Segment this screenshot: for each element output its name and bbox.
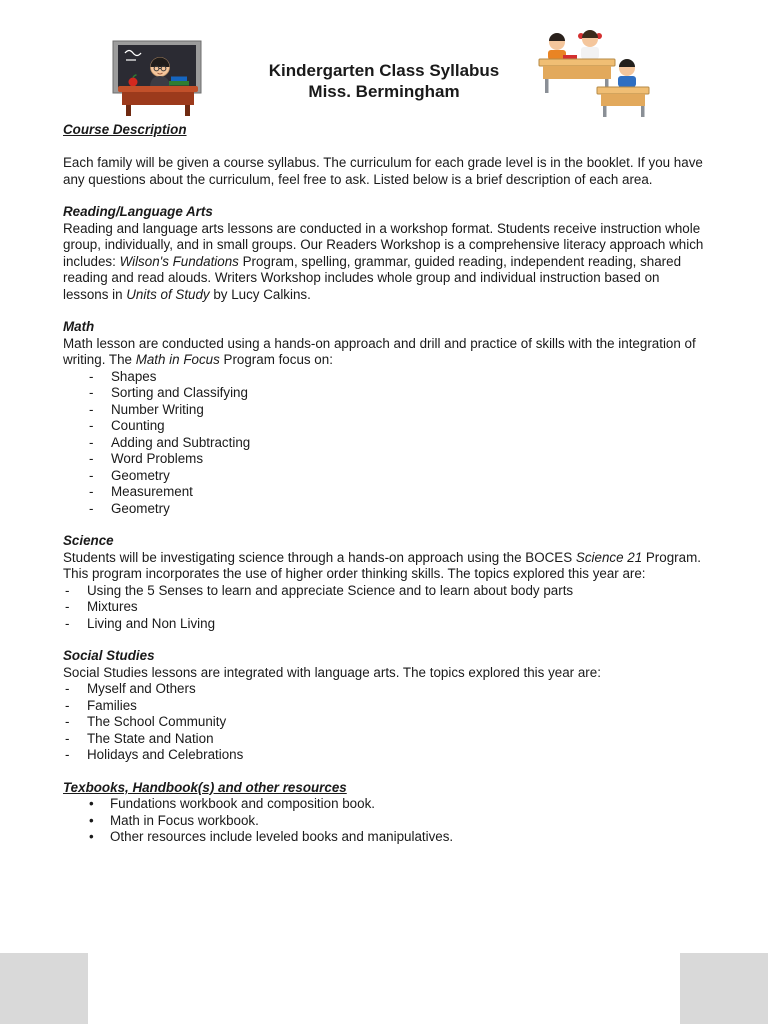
- list-item: [89, 369, 706, 386]
- document-subtitle: Miss. Bermingham: [308, 82, 460, 101]
- list-item: [89, 435, 706, 452]
- course-description-heading: Course Description: [63, 122, 187, 137]
- dash-marker: -: [89, 418, 94, 433]
- list-item-label: Measurement: [111, 484, 193, 499]
- list-item: [89, 468, 706, 485]
- dash-marker: -: [65, 582, 70, 598]
- section-math: [63, 319, 706, 517]
- dash-marker: -: [89, 451, 94, 466]
- list-item: [89, 451, 706, 468]
- dash-marker: -: [89, 368, 94, 384]
- list-item-label: Other resources include leveled books and manipulatives.: [110, 829, 454, 844]
- dash-marker: -: [65, 681, 70, 696]
- section-course-description: [63, 122, 706, 188]
- science-paragraph: Students will be investigating science through a hands-on approach using the BOCES Science 21 Program. This program incorporates the use of higher order thinking skills. The topics explored this year are:: [63, 549, 701, 581]
- dash-marker: -: [65, 615, 70, 631]
- science-heading: Science: [63, 533, 114, 548]
- section-textbooks: [63, 780, 706, 846]
- list-item-label: Holidays and Celebrations: [87, 747, 244, 762]
- social-studies-heading: Social Studies: [63, 648, 155, 663]
- list-item-label: The State and Nation: [87, 730, 214, 746]
- dash-marker: -: [89, 434, 94, 450]
- list-item: [65, 681, 706, 698]
- list-item-label: Counting: [111, 418, 165, 433]
- list-item-label: Mixtures: [87, 599, 138, 614]
- list-item: [89, 813, 706, 830]
- list-item: [65, 583, 706, 600]
- teacher-clipart: [112, 40, 208, 118]
- list-item-label: The School Community: [87, 714, 227, 729]
- dash-marker: -: [65, 714, 70, 729]
- dash-marker: -: [89, 484, 94, 499]
- social-studies-paragraph: Social Studies lessons are integrated with language arts. The topics explored this year are:: [63, 664, 601, 680]
- section-social-studies: [63, 648, 706, 764]
- document-title: Kindergarten Class Syllabus: [268, 61, 500, 80]
- list-item-label: Families: [87, 697, 137, 713]
- bullet-marker: •: [89, 796, 94, 811]
- viewer-gutter: [0, 953, 768, 1024]
- list-item: [65, 731, 706, 748]
- list-item-label: Sorting and Classifying: [111, 385, 248, 400]
- list-item-label: Math in Focus workbook.: [110, 812, 259, 828]
- dash-marker: -: [65, 697, 70, 713]
- list-item: [89, 829, 706, 846]
- dash-marker: -: [65, 730, 70, 746]
- textbooks-list: [63, 796, 706, 846]
- list-item-label: Shapes: [111, 368, 157, 384]
- reading-paragraph: Reading and language arts lessons are conducted in a workshop format. Students receive instruction whole group, individually, and in small groups. Our Readers Workshop is a comprehensive literacy approach which includes: Wilson's Fundations Program, spelling, grammar, guided reading, independent reading, shared reading and read alouds. Writers Workshop includes whole group and individual instruction based on lessons in Units of Study by Lucy Calkins.: [63, 220, 704, 302]
- list-item: [89, 484, 706, 501]
- list-item-label: Number Writing: [111, 401, 204, 417]
- social-studies-topics-list: [63, 681, 706, 764]
- reading-heading: Reading/Language Arts: [63, 204, 213, 219]
- document-body: [63, 122, 706, 846]
- dash-marker: -: [89, 385, 94, 400]
- bullet-marker: •: [89, 812, 94, 828]
- science-topics-list: [63, 583, 706, 633]
- list-item: [89, 418, 706, 435]
- list-item-label: Fundations workbook and composition book.: [110, 796, 375, 811]
- dash-marker: -: [65, 747, 70, 762]
- section-science: [63, 533, 706, 632]
- math-heading: Math: [63, 319, 95, 334]
- list-item-label: Using the 5 Senses to learn and appreciate Science and to learn about body parts: [87, 582, 574, 598]
- list-item: [65, 714, 706, 731]
- list-item-label: Word Problems: [111, 451, 204, 466]
- list-item-label: Living and Non Living: [87, 615, 216, 631]
- math-topics-list: [63, 369, 706, 518]
- list-item: [65, 698, 706, 715]
- list-item: [89, 402, 706, 419]
- list-item: [89, 796, 706, 813]
- list-item: [65, 747, 706, 764]
- section-reading-language-arts: [63, 204, 706, 303]
- list-item: [65, 599, 706, 616]
- list-item: [89, 385, 706, 402]
- dash-marker: -: [65, 599, 70, 614]
- students-clipart: [533, 26, 651, 118]
- list-item-label: Geometry: [111, 500, 170, 516]
- list-item-label: Geometry: [111, 467, 170, 483]
- next-page-edge: [88, 953, 680, 1024]
- list-item-label: Myself and Others: [87, 681, 196, 696]
- list-item: [89, 501, 706, 518]
- math-paragraph: Math lesson are conducted using a hands-on approach and drill and practice of skills with the integration of writing. The Math in Focus Program focus on:: [63, 335, 696, 367]
- textbooks-heading: Texbooks, Handbook(s) and other resources: [63, 779, 347, 795]
- list-item: [65, 616, 706, 633]
- course-description-paragraph: Each family will be given a course syllabus. The curriculum for each grade level is in the booklet. If you have any questions about the curriculum, feel free to ask. Listed below is a brief description of each area.: [63, 155, 703, 187]
- list-item-label: Adding and Subtracting: [111, 434, 251, 450]
- bullet-marker: •: [89, 829, 94, 844]
- dash-marker: -: [89, 500, 94, 516]
- document-header: [0, 0, 768, 122]
- dash-marker: -: [89, 401, 94, 417]
- dash-marker: -: [89, 467, 94, 483]
